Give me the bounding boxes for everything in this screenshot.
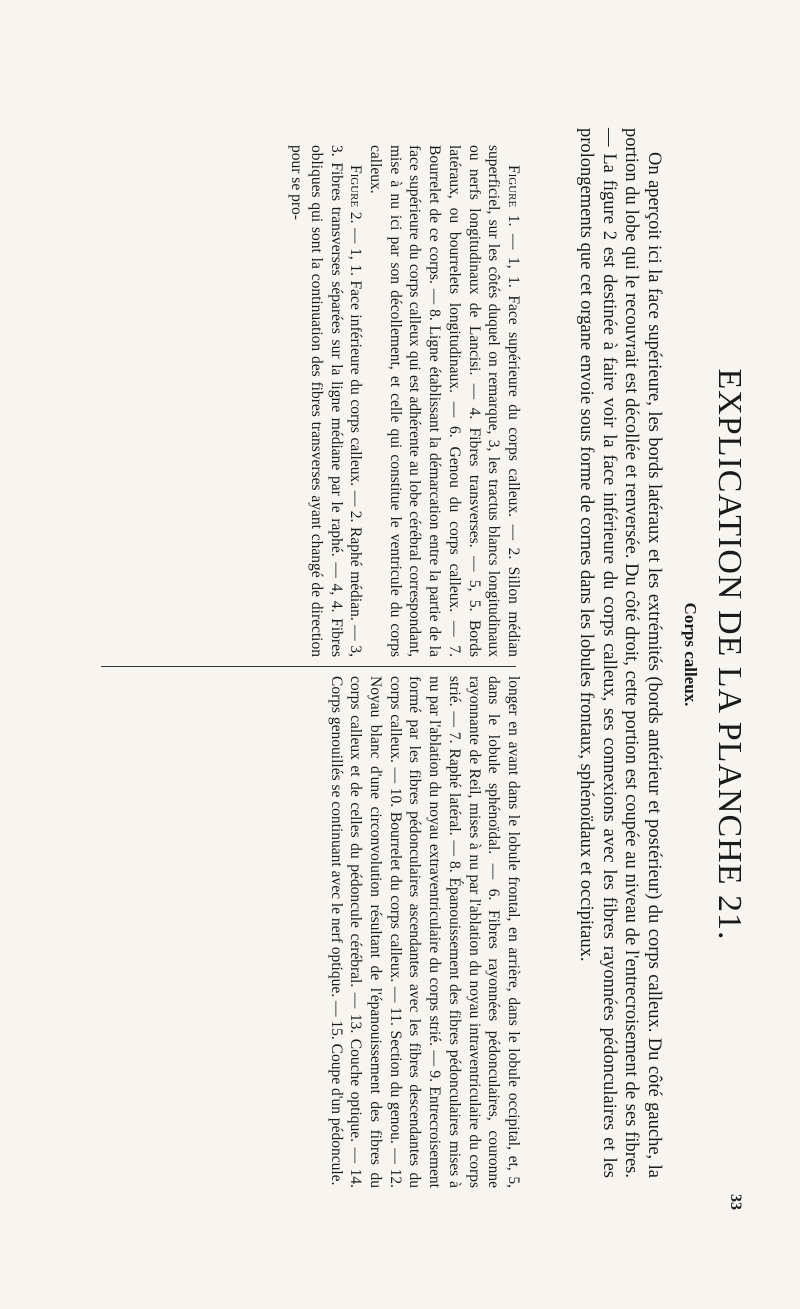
figure2-text: — 1, 1. Face inférieure du corps calleux. — 2. Raphé médian. — 3, 3. Fibres transverses séparées sur la ligne médiane par le raphé. — 4, 4. Fibres obliques qui sont la continuation des fibres transverses ayant changé de direction pour se pro- bbox=[288, 145, 365, 657]
figure2-legend bbox=[287, 145, 366, 657]
legend-left-column bbox=[287, 145, 523, 657]
figure1-legend bbox=[365, 145, 523, 657]
column-divider bbox=[101, 666, 516, 667]
right-column-text: longer en avant dans le lobule frontal, en arrière, dans le lobule occipital, et, 5, dans le lobule sphénoïdal. — 6. Fibres rayonnées pédonculaires, couronne rayonnante de Reil, mises à nu par l'ablation du noyau intraventriculaire du corps strié. — 7. Raphé latéral. — 8. Épanouissement des fibres pédonculaires mises à nu par l'ablation du noyau extraventriculaire du corps strié. — 9. Entrecroisement formé par les fibres pédonculaires ascendantes avec les fibres descendantes du corps calleux. — 10. Bourrelet du corps calleux. — 11. Section du genou. — 12. Noyau blanc d'une circonvolution résultant de l'épanouissement des fibres du corps calleux et de celles du pédoncule cérébral. — 13. Couche optique. — 14. Corps genouillés se continuant avec le nerf optique. — 15. Coupe d'un pédoncule. bbox=[327, 676, 522, 1188]
section-subtitle: Corps calleux. bbox=[681, 602, 700, 707]
figure1-text: — 1, 1. Face supérieure du corps calleux. — 2. Sillon médian superficiel, sur les côtés duquel on remarque, 3, les tractus blancs longitudinaux ou nerfs longitudinaux de Lancisi. — 4. Fibres transverses. — 5, 5. Bords latéraux, ou bourrelets longitudinaux. — 6. Genou du corps calleux. — 7. Bourrelet de ce corps. — 8. Ligne établissant la démarcation entre la partie de la face supérieure du corps calleux qui est adhérente au lobe cérébral correspondant, mise à nu ici par son décollement, et celle qui constitue le ventricule du corps calleux. bbox=[367, 145, 522, 658]
page-number: 33 bbox=[727, 1194, 744, 1210]
figure1-label: Figure 1. bbox=[505, 165, 522, 227]
page-title: EXPLICATION DE LA PLANCHE 21. bbox=[711, 368, 748, 941]
legend-right-column bbox=[326, 676, 523, 1188]
intro-text: On aperçoit ici la face supérieure, les bords latéraux et les extrémités (bords antérieur et postérieur) du corps calleux. Du côté gauche, la portion du lobe qui le recouvrait est décollée et renversée. Du côté droit, cette portion est coupée au niveau de l'entrecroisement de ses fibres. — La figure 2 est destinée à faire voir la face inférieure du corps calleux, ses connexions avec les fibres rayonnées pédonculaires et les prolongements que cet organe envoie sous forme de cornes dans les lobules frontaux, sphénoïdaux et occipitaux. bbox=[576, 128, 664, 1178]
intro-paragraph bbox=[575, 128, 665, 1178]
figure2-label: Figure 2. bbox=[347, 165, 365, 224]
